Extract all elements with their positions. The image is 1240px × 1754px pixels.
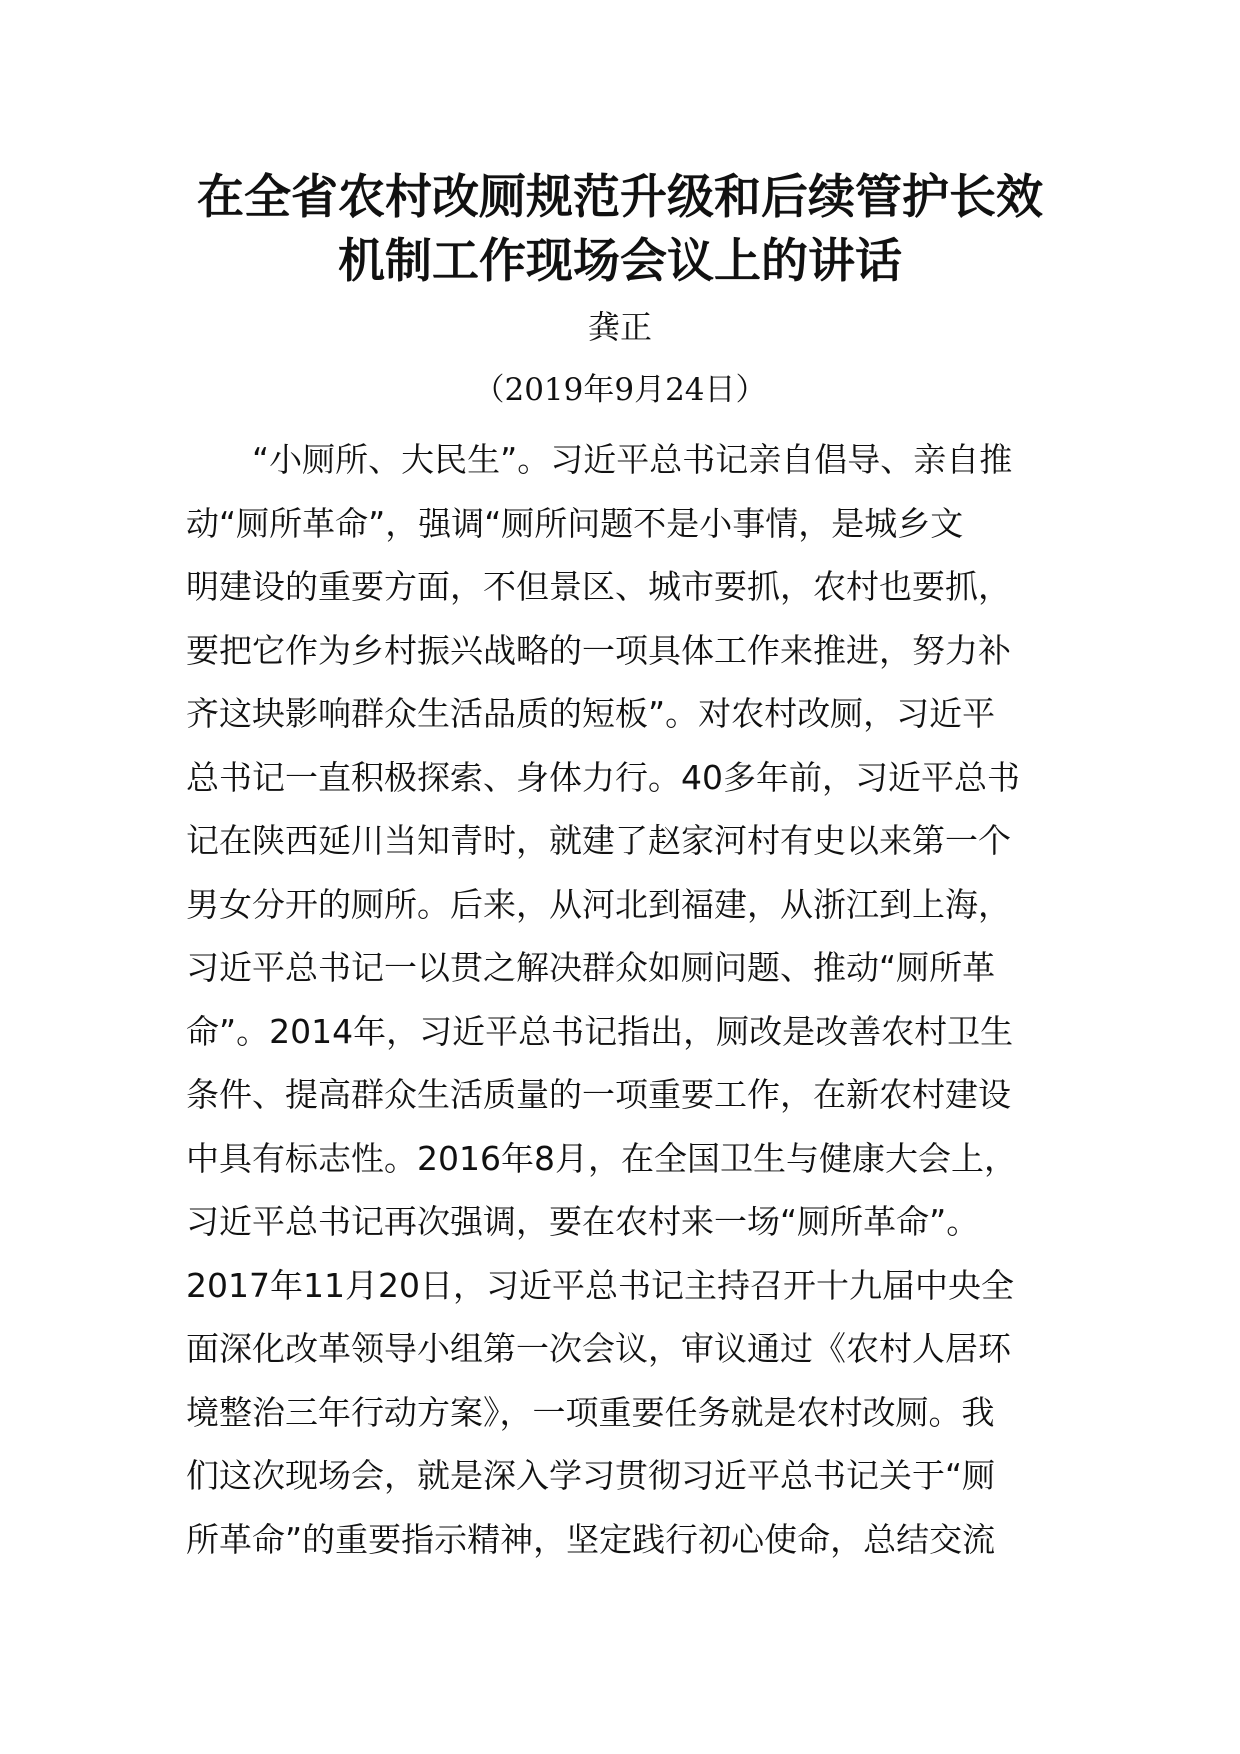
body-line: 境整治三年行动方案》，一项重要任务就是农村改厕。我 [186,1392,995,1432]
body-text [186,428,1066,1571]
speech-date: （2019年9月24日） [473,372,767,408]
body-line: 总书记一直积极探索、身体力行。40多年前，习近平总书 [186,757,1020,797]
body-line: 齐这块影响群众生活品质的短板”。对农村改厕，习近平 [186,694,996,733]
body-line: 们这次现场会，就是深入学习贯彻习近平总书记关于“厕 [186,1456,996,1495]
body-line: 习近平总书记一以贯之解决群众如厕问题、推动“厕所革 [186,948,996,987]
body-line: 记在陕西延川当知青时，就建了赵家河村有史以来第一个 [186,821,1011,860]
title-line-1: 在全省农村改厕规范升级和后续管护长效 [197,170,1043,225]
body-line: “小厕所、大民生”。习近平总书记亲自倡导、亲自推 [252,440,1013,479]
body-line: 条件、提高群众生活质量的一项重要工作，在新农村建设 [186,1075,1011,1114]
body-line: 命”。2014年，习近平总书记指出，厕改是改善农村卫生 [186,1011,1014,1051]
body-line: 2017年11月20日，习近平总书记主持召开十九届中央全 [186,1265,1014,1305]
body-line: 要把它作为乡村振兴战略的一项具体工作来推进，努力补 [186,630,1011,670]
body-line: 习近平总书记再次强调，要在农村来一场“厕所革命”。 [186,1202,980,1241]
body-line: 中具有标志性。2016年8月，在全国卫生与健康大会上， [186,1138,1017,1178]
body-line: 男女分开的厕所。后来，从河北到福建，从浙江到上海， [186,884,1011,924]
author-name: 龚正 [587,308,652,346]
body-line: 动“厕所革命”，强调“厕所问题不是小事情，是城乡文 [186,503,964,543]
body-line: 所革命”的重要指示精神，坚定践行初心使命，总结交流 [186,1519,996,1559]
title-line-2: 机制工作现场会议上的讲话 [338,234,902,289]
body-line: 面深化改革领导小组第一次会议，审议通过《农村人居环 [186,1329,1011,1368]
document-title [160,166,1080,294]
body-line: 明建设的重要方面，不但景区、城市要抓，农村也要抓， [186,567,1011,606]
